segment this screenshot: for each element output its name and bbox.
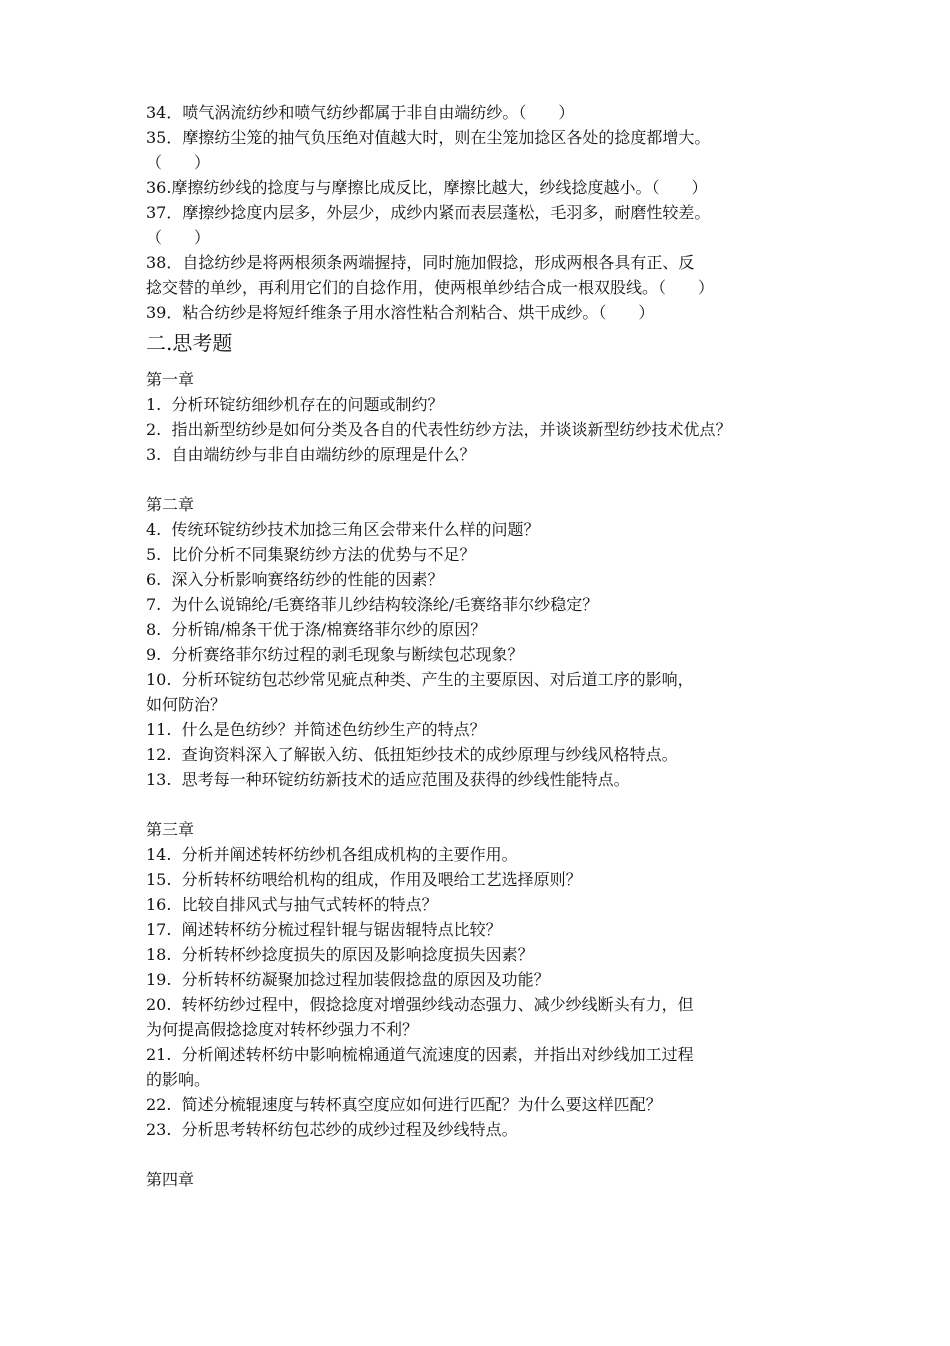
question-10-line-2: 如何防治？: [146, 695, 227, 714]
question-7: 7. 为什么说锦纶/毛赛络菲儿纱结构较涤纶/毛赛络菲尔纱稳定？: [146, 595, 599, 614]
chapter-3: [146, 817, 846, 1142]
question-15: 15. 分析转杯纺喂给机构的组成，作用及喂给工艺选择原则？: [146, 870, 582, 889]
question-17: 17. 阐述转杯纺分梳过程针辊与锯齿辊特点比较？: [146, 920, 502, 939]
judgement-34-line-1: 34．喷气涡流纺纱和喷气纺纱都属于非自由端纺纱。（ ）: [146, 103, 575, 122]
judgement-item-36: [146, 175, 846, 200]
chapter-title: 第三章: [146, 820, 195, 839]
section-title: 二.思考题: [146, 331, 233, 355]
judgement-39-line-1: 39．粘合纺纱是将短纤维条子用水溶性粘合剂粘合、烘干成纱。（ ）: [146, 303, 655, 322]
judgement-38-line-2: 捻交替的单纱，再利用它们的自捻作用，使两根单纱结合成一根双股线。（ ）: [146, 278, 715, 297]
question-12: 12. 查询资料深入了解嵌入纺、低扭矩纱技术的成纱原理与纱线风格特点。: [146, 745, 678, 764]
question-21-line-1: 21. 分析阐述转杯纺中影响梳棉通道气流速度的因素，并指出对纱线加工过程: [146, 1045, 694, 1064]
chapter-2: [146, 492, 846, 792]
question-2: 2. 指出新型纺纱是如何分类及各自的代表性纺纱方法，并谈谈新型纺纱技术优点？: [146, 420, 732, 439]
question-11: 11. 什么是色纺纱？并简述色纺纱生产的特点？: [146, 720, 486, 739]
chapter-title: 第四章: [146, 1170, 195, 1189]
judgement-item-37: [146, 200, 846, 250]
judgement-35-line-2: （ ）: [146, 153, 211, 172]
question-8: 8. 分析锦/棉条干优于涤/棉赛络菲尔纱的原因？: [146, 620, 487, 639]
paragraph-gap: [146, 792, 846, 817]
judgement-37-line-1: 37．摩擦纱捻度内层多，外层少，成纱内紧而表层蓬松，毛羽多，耐磨性较差。: [146, 203, 711, 222]
paragraph-gap: [146, 467, 846, 492]
question-10: [146, 667, 846, 717]
question-16: 16. 比较自排风式与抽气式转杯的特点？: [146, 895, 438, 914]
question-5: 5. 比价分析不同集聚纺纱方法的优势与不足？: [146, 545, 476, 564]
question-19: 19. 分析转杯纺凝聚加捻过程加装假捻盘的原因及功能？: [146, 970, 550, 989]
judgement-item-34: [146, 100, 846, 125]
question-13: 13. 思考每一种环锭纺纺新技术的适应范围及获得的纱线性能特点。: [146, 770, 630, 789]
question-23: 23. 分析思考转杯纺包芯纱的成纱过程及纱线特点。: [146, 1120, 518, 1139]
judgement-list: [146, 100, 846, 325]
question-20-line-1: 20. 转杯纺纱过程中，假捻捻度对增强纱线动态强力、减少纱线断头有力，但: [146, 995, 694, 1014]
chapter-title: 第二章: [146, 495, 195, 514]
question-21: [146, 1042, 846, 1092]
chapter-1: [146, 367, 846, 467]
question-6: 6. 深入分析影响赛络纺纱的性能的因素？: [146, 570, 444, 589]
judgement-38-line-1: 38．自捻纺纱是将两根须条两端握持，同时施加假捻，形成两根各具有正、反: [146, 253, 695, 272]
question-21-line-2: 的影响。: [146, 1070, 211, 1089]
question-3: 3. 自由端纺纱与非自由端纺纱的原理是什么？: [146, 445, 476, 464]
question-1: 1. 分析环锭纺细纱机存在的问题或制约？: [146, 395, 444, 414]
judgement-36-line-1: 36.摩擦纺纱线的捻度与与摩擦比成反比，摩擦比越大，纱线捻度越小。（ ）: [146, 178, 708, 197]
paragraph-gap: [146, 1142, 846, 1167]
question-22: 22. 简述分梳辊速度与转杯真空度应如何进行匹配？为什么要这样匹配？: [146, 1095, 662, 1114]
question-10-line-1: 10. 分析环锭纺包芯纱常见疵点种类、产生的主要原因、对后道工序的影响，: [146, 670, 694, 689]
question-4: 4. 传统环锭纺纱技术加捻三角区会带来什么样的问题？: [146, 520, 540, 539]
judgement-35-line-1: 35．摩擦纺尘笼的抽气负压绝对值越大时，则在尘笼加捻区各处的捻度都增大。: [146, 128, 711, 147]
judgement-item-38: [146, 250, 846, 300]
question-14: 14. 分析并阐述转杯纺纱机各组成机构的主要作用。: [146, 845, 518, 864]
chapter-title: 第一章: [146, 370, 195, 389]
question-20-line-2: 为何提高假捻捻度对转杯纱强力不利？: [146, 1020, 419, 1039]
judgement-37-line-2: （ ）: [146, 228, 211, 247]
document-page: [146, 100, 846, 1192]
chapter-4: [146, 1167, 846, 1192]
question-18: 18. 分析转杯纱捻度损失的原因及影响捻度损失因素？: [146, 945, 534, 964]
question-20: [146, 992, 846, 1042]
judgement-item-39: [146, 300, 846, 325]
question-9: 9. 分析赛络菲尔纺过程的剥毛现象与断续包芯现象？: [146, 645, 524, 664]
judgement-item-35: [146, 125, 846, 175]
